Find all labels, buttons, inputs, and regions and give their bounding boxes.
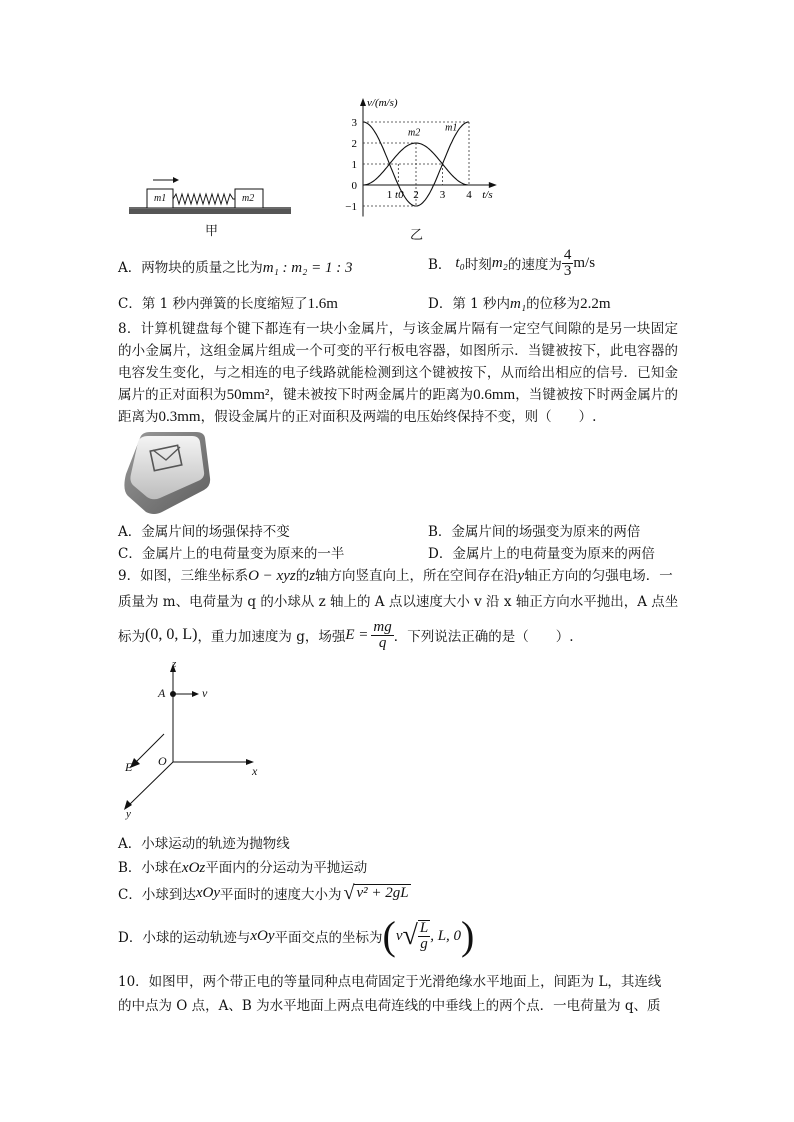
sqrt-sign-icon: √ (343, 881, 355, 904)
y-axis-label: v/(m/s) (367, 97, 398, 109)
q9-z-axis: z (309, 568, 316, 584)
q7-b-mid1: 时刻 (464, 257, 492, 273)
q8-distance-2: 0.3mm (158, 409, 201, 425)
xyz-axes-diagram (118, 660, 268, 822)
q9-coord-system: O − xyz (248, 568, 296, 584)
q9-field-e: E = (345, 626, 369, 643)
t-axis-arrow (489, 182, 497, 188)
sqrt-sign-icon: √ (402, 920, 418, 951)
figure-yi-caption: 乙 (410, 228, 424, 243)
q9-d-b: 平面交点的坐标为 (274, 930, 383, 946)
curve-label-m2: m2 (408, 127, 421, 139)
q8-area: 50mm² (226, 387, 270, 403)
left-paren-icon: ( (382, 913, 396, 958)
y-tick-label: −1 (345, 201, 357, 213)
q8-stem-part4: ，假设金属片的正对面积及两端的电压始终保持不变，则（ ）. (200, 409, 597, 425)
block-m2-label: m2 (242, 193, 255, 204)
y-tick-label: 2 (351, 138, 357, 150)
q9-c-b: 平面时的速度大小为 (220, 887, 342, 903)
x-tick-label: 3 (439, 189, 446, 201)
q9-option-c[interactable] (118, 880, 411, 906)
q8-option-d[interactable]: D．金属片上的电荷量变为原来的两倍 (428, 546, 655, 562)
q7-b-t0: t₀ (455, 254, 465, 271)
q9-c-a: C．小球到达 (118, 887, 196, 903)
v-axis-arrow (360, 98, 366, 106)
fraction-denominator: q (378, 634, 387, 651)
q9-axes-figure (118, 660, 268, 822)
q8-option-a[interactable]: A．金属片间的场强保持不变 (118, 524, 290, 540)
y-tick-label: 3 (351, 117, 357, 129)
x-axis-label: t/s (482, 189, 493, 201)
q9-fig-z-label: z (172, 658, 177, 670)
q9-l1-c: 轴方向竖直向上，所在空间存在沿 (315, 568, 518, 584)
q9-b-plane: xOz (181, 860, 206, 876)
q9-field-fraction (371, 620, 393, 651)
q9-l1-a: 9．如图，三维坐标系 (118, 568, 249, 584)
right-paren-icon: ) (461, 913, 475, 958)
figure-yi (335, 94, 515, 244)
q7-b-mid2: 的速度为 (507, 257, 562, 273)
figure-jia-caption: 甲 (205, 224, 219, 239)
q7-b-prefix: B． (428, 257, 452, 273)
q8-stem-part2: ，键未被按下时两金属片的距离为 (269, 387, 474, 403)
q7-c-value: 1.6m (307, 296, 338, 312)
q9-d-rest: , L, 0 (430, 927, 462, 944)
q9-d-v: v (395, 927, 403, 944)
q7-d-mid: 的位移为 (526, 296, 581, 312)
y-tick-label: 1 (351, 159, 357, 171)
q7-d-m1: m₁ (510, 296, 527, 312)
q9-stem-line3 (118, 614, 574, 656)
q9-l3-c: ．下列说法正确的是（ ）. (393, 629, 574, 645)
q7-b-m2: m₂ (491, 254, 508, 271)
y-tick-label: 0 (351, 180, 357, 192)
q9-l1-d: 轴正方向的匀强电场．一 (524, 568, 673, 584)
q9-y-axis: y (517, 568, 525, 584)
q9-fig-v-label: v (202, 686, 208, 700)
keyboard-key-image (120, 428, 212, 516)
q9-stem-line2: 质量为 m、电荷量为 q 的小球从 z 轴上的 A 点以速度大小 v 沿 x 轴正方向水平抛出，A 点坐 (118, 594, 679, 610)
q8-stem-part1: 8．计算机键盘每个键下都连有一块小金属片，与该金属片隔有一定空气间隙的是另一块固定的小金属片，这组金属片组成一个可变的平行板电容器，如图所示．当键被按下，此电容器的电容发生变化，与之相连的电子线路就能检测到这个键被按下，从而给出相应的信号．已知金属片的正对面积为 (118, 321, 678, 403)
q8-stem (118, 318, 678, 428)
fraction-denominator: 3 (563, 262, 572, 279)
q7-d-prefix: D．第 1 秒内 (428, 296, 510, 312)
q10-stem-line1: 10．如图甲，两个带正电的等量同种点电荷固定于光滑绝缘水平地面上，间距为 L，其连线 (118, 974, 662, 990)
x-tick-label: 4 (466, 189, 472, 201)
q9-fig-o-label: O (158, 754, 167, 768)
q7-c-text: C．第 1 秒内弹簧的长度缩短了 (118, 296, 308, 312)
q9-option-d[interactable] (118, 912, 474, 960)
velocity-time-graph (335, 94, 515, 244)
q9-b-a: B．小球在 (118, 860, 182, 876)
q10-stem-line2: 的中点为 O 点，A、B 为水平地面上两点电荷连线的中垂线上的两个点．一电荷量为 q、质 (118, 998, 661, 1014)
q7-d-value: 2.2m (580, 296, 611, 312)
q7-a-math: m₁ : m₂ = 1 : 3 (262, 260, 353, 276)
q8-stem-part3: ，当键被按下时两金属片的距离为 (118, 387, 679, 425)
q9-fig-a-label: A (158, 686, 166, 700)
q9-option-a[interactable]: A．小球运动的轨迹为抛物线 (118, 836, 290, 852)
q9-point-a-coord: (0, 0, L) (145, 626, 198, 643)
q9-stem-line1 (118, 564, 673, 585)
curve-label-m1: m1 (445, 122, 458, 134)
q9-l3-b: ，重力加速度为 g，场强 (197, 629, 346, 645)
keycap-envelope-icon (120, 428, 212, 516)
x-tick-label: 1 (386, 189, 393, 201)
q9-l3-a: 标为 (118, 629, 145, 645)
figure-jia (125, 168, 295, 238)
fraction-numerator: 4 (563, 246, 572, 263)
q7-a-text: A．两物块的质量之比为 (118, 260, 263, 276)
q7-option-b[interactable] (428, 246, 595, 280)
q7-option-d[interactable] (428, 292, 610, 313)
q7-option-c[interactable] (118, 292, 338, 313)
q7-b-fraction (562, 248, 574, 279)
q9-d-plane: xOy (250, 927, 275, 944)
block-m1-label: m1 (154, 193, 167, 204)
q9-option-b[interactable] (118, 856, 367, 877)
x-tick-label: t0 (395, 189, 404, 201)
q9-fig-y-label: y (126, 808, 131, 820)
q9-fig-x-label: x (252, 764, 258, 778)
q7-b-unit: m/s (573, 254, 596, 271)
q7-option-a[interactable] (118, 256, 352, 277)
q8-option-b[interactable]: B．金属片间的场强变为原来的两倍 (428, 524, 641, 540)
q8-distance-1: 0.6mm (473, 387, 516, 403)
q9-d-fraction (418, 920, 430, 952)
fraction-numerator: mg (373, 618, 392, 635)
q8-option-c[interactable]: C．金属片上的电荷量变为原来的一半 (118, 546, 345, 562)
q9-c-expression: v² + 2gL (356, 885, 409, 901)
fraction-denominator: g (420, 936, 428, 952)
q9-fig-e-label: E (125, 760, 133, 774)
fraction-numerator: L (419, 920, 429, 936)
x-tick-label: 2 (413, 189, 419, 201)
q9-b-b: 平面内的分运动为平抛运动 (205, 860, 368, 876)
q9-d-a: D．小球的运动轨迹与 (118, 930, 251, 946)
q9-l1-b: 的 (295, 568, 310, 584)
q9-c-plane: xOy (195, 884, 220, 901)
